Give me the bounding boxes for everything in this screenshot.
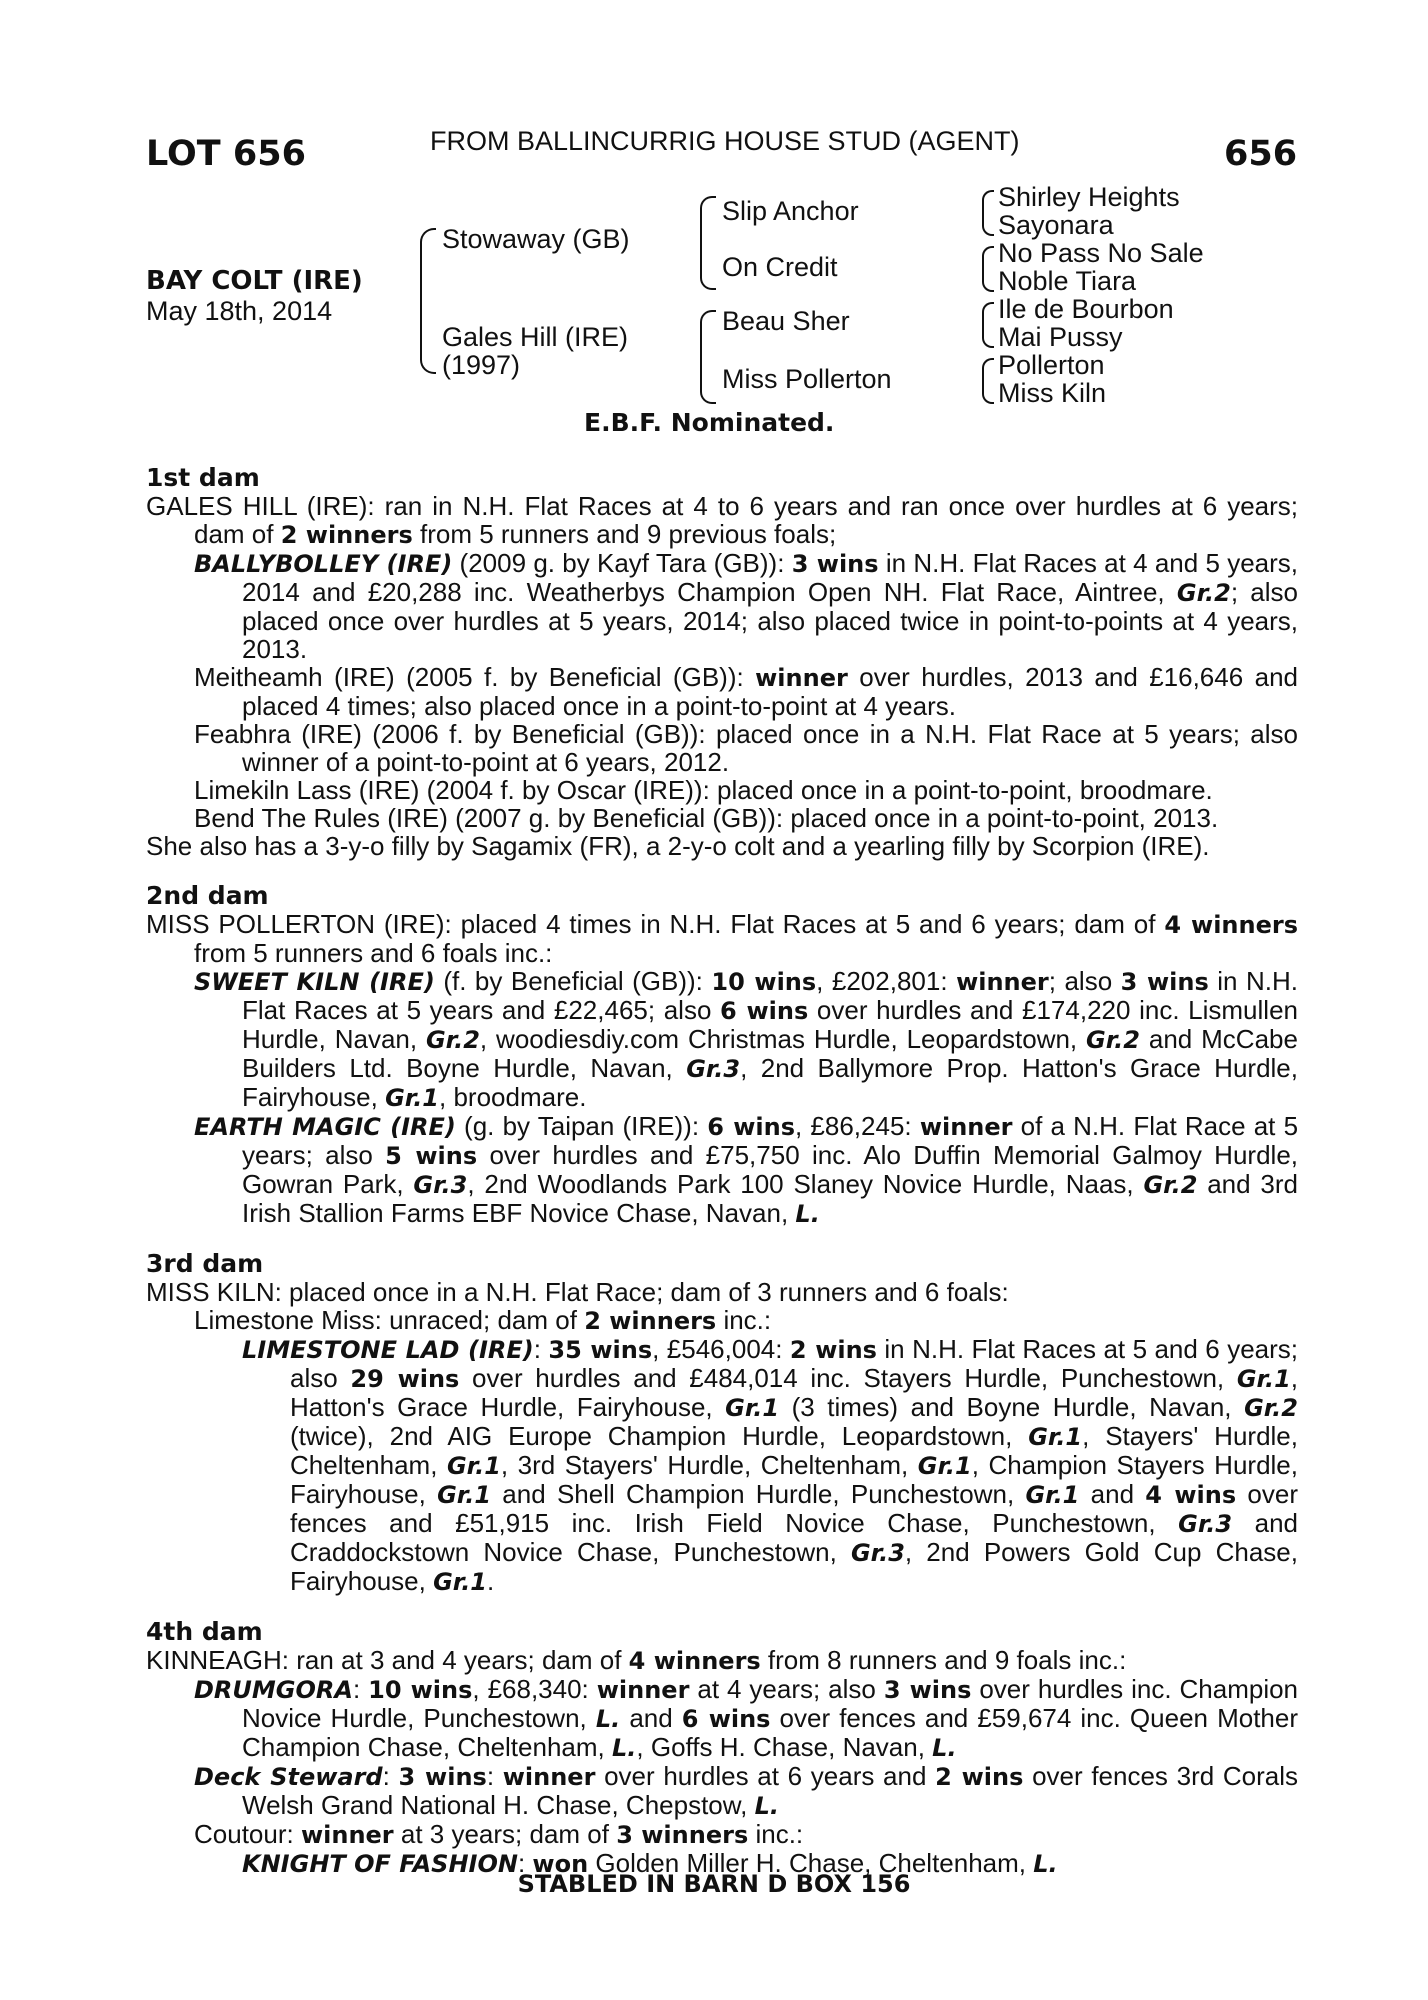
entry-text: , 2nd Woodlands Park 100 Slaney Novice Hurdle, Naas, [467,1169,1144,1199]
emphasis-text: 4 wins [1145,1481,1237,1509]
entry-text: ; also placed once over hurdles at 5 years, 2014; also placed twice in point-to-points at 4 years, 2013. [242,577,1298,664]
emphasis-text: 3 wins [791,550,879,578]
emphasis-text: 29 wins [350,1365,460,1393]
entry-text: in N.H. Flat Races at 5 and 6 years; also [290,1334,1299,1393]
entry-text: Bend The Rules (IRE) (2007 g. by Beneficial (GB)): placed once in a point-to-point, 2013. [194,803,1219,833]
entry-text: inc.: [716,1305,772,1335]
emphasis-text: 3 wins [1120,968,1209,996]
entry-text: , Stayers' Hurdle, Cheltenham, [290,1421,1298,1480]
emphasis-text: 4 winners [1164,911,1298,939]
pedigree-sire-sire: Slip Anchor [722,196,859,226]
produce-entry [146,1278,1298,1306]
pedigree-dam-year: (1997) [442,350,521,380]
produce-entry [146,1762,1298,1820]
emphasis-text: 6 wins [707,1113,796,1141]
entry-text: , 3rd Stayers' Hurdle, Cheltenham, [500,1450,918,1480]
entry-text: : [533,1334,549,1364]
entry-text: , £68,340: [472,1674,597,1704]
emphasis-text: Gr.1 [385,1084,440,1112]
entry-text: Limekiln Lass (IRE) (2004 f. by Oscar (IRE)): placed once in a point-to-point, broodmare. [194,775,1213,805]
emphasis-text: winner [300,1821,394,1849]
emphasis-text: won [532,1850,589,1878]
entry-text: at 3 years; dam of [393,1819,617,1849]
produce-entry [146,549,1298,663]
entry-text: over fences 3rd Corals Welsh Grand National H. Chase, Chepstow, [242,1761,1298,1820]
emphasis-text: Gr.3 [1178,1510,1233,1538]
emphasis-text: 2 winners [584,1307,717,1335]
emphasis-text: 6 wins [720,997,809,1025]
emphasis-text: KNIGHT OF FASHION [242,1850,518,1878]
emphasis-text: winner [755,664,848,692]
emphasis-text: Gr.3 [413,1171,468,1199]
entry-text: from 5 runners and 9 previous foals; [412,519,837,549]
entry-text: from 5 runners and 6 foals inc.: [194,938,553,968]
pedigree-dam-sire: Beau Sher [722,306,850,336]
emphasis-text: Gr.2 [1244,1394,1298,1422]
emphasis-text: Gr.2 [1086,1026,1140,1054]
emphasis-text: winner [596,1676,690,1704]
ebf-nominated: E.B.F. Nominated. [584,408,835,437]
entry-text: inc.: [748,1819,804,1849]
pedigree-ggp-3: No Pass No Sale [998,238,1204,268]
emphasis-text: Gr.1 [725,1394,780,1422]
emphasis-text: 35 wins [548,1336,653,1364]
vendor-line: FROM BALLINCURRIG HOUSE STUD (AGENT) [430,126,1020,156]
emphasis-text: Gr.1 [1025,1481,1080,1509]
entry-text: : [486,1761,503,1791]
entry-text: over hurdles inc. Champion Novice Hurdle, Punchestown, [242,1674,1299,1733]
emphasis-text: Gr.2 [425,1026,480,1054]
emphasis-text: winner [502,1763,596,1791]
pedigree-ggp-5: Ile de Bourbon [998,294,1174,324]
produce-record [146,464,1298,1878]
emphasis-text: L. [611,1734,637,1762]
entry-text: GALES HILL (IRE): ran in N.H. Flat Races at 4 to 6 years and ran once over hurdles at 6 years; dam of [146,491,1298,549]
pedigree-dam: Gales Hill (IRE) [442,322,629,352]
emphasis-text: 3 wins [883,1676,972,1704]
emphasis-text: SWEET KILN (IRE) [194,968,435,996]
entry-text: MISS KILN: placed once in a N.H. Flat Race; dam of 3 runners and 6 foals: [146,1277,1009,1307]
emphasis-text: L. [795,1200,820,1228]
dam-section [146,464,1298,860]
entry-text: (g. by Taipan (IRE)): [455,1111,708,1141]
entry-text: and [620,1703,682,1733]
pedigree-brace-gg3 [982,302,994,348]
entry-text: over hurdles and £174,220 inc. Lismullen Hurdle, Navan, [242,995,1298,1054]
produce-entry [146,832,1298,860]
entry-text: and Shell Champion Hurdle, Punchestown, [491,1479,1026,1509]
emphasis-text: L. [932,1734,957,1762]
entry-text: : [382,1761,399,1791]
emphasis-text: 2 wins [935,1763,1024,1791]
entry-text: She also has a 3-y-o filly by Sagamix (FR), a 2-y-o colt and a yearling filly by Scorpion (IRE). [146,831,1210,861]
entry-text: , £546,004: [652,1334,790,1364]
stabling-info: STABLED IN BARN D BOX 156 [517,1870,911,1898]
entry-text: at 4 years; also [689,1674,884,1704]
pedigree-brace-dam [700,310,716,404]
pedigree-ggp-4: Noble Tiara [998,266,1137,296]
entry-text: over hurdles at 6 years and [595,1761,936,1791]
emphasis-text: 3 wins [398,1763,487,1791]
produce-entry [146,492,1298,549]
produce-entry [146,910,1298,967]
emphasis-text: 4 winners [628,1647,761,1675]
produce-entry [146,1112,1298,1228]
entry-text: , £86,245: [795,1111,920,1141]
emphasis-text: 10 wins [711,968,817,996]
emphasis-text: L. [754,1792,779,1820]
entry-text: (2009 g. by Kayf Tara (GB)): [452,548,792,578]
entry-text: in N.H. Flat Races at 5 years and £22,465; also [242,966,1299,1025]
dam-section-title: 3rd dam [146,1249,264,1278]
produce-entry [146,720,1298,776]
entry-text: over hurdles, 2013 and £16,646 and placed 4 times; also placed once in a point-to-point at 4 years. [242,662,1298,721]
entry-text: over fences and £51,915 inc. Irish Field Novice Chase, Punchestown, [290,1479,1299,1538]
emphasis-text: Gr.2 [1143,1171,1198,1199]
entry-text: over hurdles and £75,750 inc. Alo Duffin Memorial Galmoy Hurdle, Gowran Park, [242,1140,1298,1199]
entry-text: Meitheamh (IRE) (2005 f. by Beneficial (GB)): [194,662,756,692]
emphasis-text: 5 wins [385,1142,478,1170]
entry-text: over fences and £59,674 inc. Queen Mother Champion Chase, Cheltenham, [242,1703,1298,1762]
emphasis-text: Gr.1 [1028,1423,1083,1451]
produce-entry [146,1306,1298,1335]
pedigree-dam-dam: Miss Pollerton [722,364,892,394]
emphasis-text: Gr.2 [1176,579,1231,607]
emphasis-text: L. [595,1705,621,1733]
entry-text: (3 times) and Boyne Hurdle, Navan, [779,1392,1245,1422]
produce-entry [146,967,1298,1112]
emphasis-text: Gr.1 [437,1481,492,1509]
lot-label: LOT 656 [146,134,306,174]
entry-text: over hurdles and £484,014 inc. Stayers Hurdle, Punchestown, [459,1363,1237,1393]
entry-text: , Champion Stayers Hurdle, Fairyhouse, [290,1450,1298,1509]
entry-text: from 8 runners and 9 foals inc.: [760,1645,1127,1675]
entry-text: MISS POLLERTON (IRE): placed 4 times in N.H. Flat Races at 5 and 6 years; dam of [146,909,1165,939]
pedigree-ggp-8: Miss Kiln [998,378,1107,408]
emphasis-text: Gr.1 [1236,1365,1291,1393]
entry-text: (twice), 2nd AIG Europe Champion Hurdle, Leopardstown, [290,1421,1029,1451]
emphasis-text: winner [956,968,1049,996]
produce-entry [146,1820,1298,1849]
pedigree-sire-dam: On Credit [722,252,838,282]
produce-entry [146,1335,1298,1596]
entry-text: and McCabe Builders Ltd. Boyne Hurdle, Navan, [242,1024,1298,1083]
pedigree-brace-gg1 [982,190,994,236]
emphasis-text: BALLYBOLLEY (IRE) [194,550,453,578]
horse-foaled: May 18th, 2014 [146,296,333,326]
emphasis-text: L. [1033,1850,1058,1878]
pedigree-brace-gg2 [982,246,994,292]
dam-section [146,1250,1298,1596]
produce-entry [146,663,1298,720]
dam-section [146,882,1298,1228]
entry-text: Coutour: [194,1819,301,1849]
produce-entry [146,1675,1298,1762]
emphasis-text: Deck Steward [194,1763,383,1791]
horse-name: BAY COLT (IRE) [146,266,363,296]
pedigree-brace-gg4 [982,358,994,404]
entry-text: , £202,801: [816,966,957,996]
produce-entry [146,1646,1298,1675]
dam-section-title: 1st dam [146,463,260,492]
emphasis-text: 3 winners [616,1821,749,1849]
entry-text: , 2nd Powers Gold Cup Chase, Fairyhouse, [290,1537,1298,1596]
emphasis-text: DRUMGORA [194,1676,353,1704]
dam-section-title: 4th dam [146,1617,263,1646]
produce-entry [146,804,1298,832]
entry-text: , Goffs H. Chase, Navan, [636,1732,933,1762]
entry-text: in N.H. Flat Races at 4 and 5 years, 2014 and £20,288 inc. Weatherbys Champion Open NH. Flat Race, Aintree, [242,548,1299,607]
pedigree-sire: Stowaway (GB) [442,224,630,254]
emphasis-text: 2 winners [280,521,413,549]
entry-text: Golden Miller H. Chase, Cheltenham, [588,1848,1034,1878]
pedigree-ggp-2: Sayonara [998,210,1114,240]
pedigree-brace-sire [700,196,716,290]
emphasis-text: Gr.1 [446,1452,501,1480]
emphasis-text: winner [919,1113,1013,1141]
emphasis-text: 6 wins [681,1705,771,1733]
entry-text: ; also [1048,966,1121,996]
entry-text: : [517,1848,533,1878]
entry-text: , woodiesdiy.com Christmas Hurdle, Leopardstown, [479,1024,1087,1054]
pedigree-brace-main [420,228,436,374]
emphasis-text: Gr.1 [917,1452,972,1480]
entry-text: Limestone Miss: unraced; dam of [194,1305,585,1335]
entry-text: and Craddockstown Novice Chase, Punchestown, [290,1508,1299,1567]
entry-text: . [487,1566,495,1596]
emphasis-text: Gr.3 [686,1055,741,1083]
entry-text: , broodmare. [439,1082,587,1112]
pedigree-ggp-7: Pollerton [998,350,1105,380]
entry-text: , 2nd Ballymore Prop. Hatton's Grace Hurdle, Fairyhouse, [242,1053,1298,1112]
emphasis-text: EARTH MAGIC (IRE) [194,1113,456,1141]
entry-text: and [1079,1479,1146,1509]
emphasis-text: Gr.3 [850,1539,905,1567]
entry-text: of a N.H. Flat Race at 5 years; also [242,1111,1299,1170]
pedigree-ggp-1: Shirley Heights [998,182,1180,212]
entry-text: Feabhra (IRE) (2006 f. by Beneficial (GB)): placed once in a N.H. Flat Race at 5 years; also winner of a point-to-point at 6 years, 2012. [194,719,1298,777]
entry-text: , Hatton's Grace Hurdle, Fairyhouse, [290,1363,1299,1422]
emphasis-text: LIMESTONE LAD (IRE) [242,1336,534,1364]
entry-text: : [352,1674,369,1704]
entry-text: (f. by Beneficial (GB)): [434,966,712,996]
entry-text: and 3rd Irish Stallion Farms EBF Novice Chase, Navan, [242,1169,1299,1228]
emphasis-text: 2 wins [789,1336,877,1364]
emphasis-text: Gr.1 [433,1568,488,1596]
entry-text: KINNEAGH: ran at 3 and 4 years; dam of [146,1645,629,1675]
produce-entry [146,776,1298,804]
emphasis-text: 10 wins [368,1676,473,1704]
dam-section-title: 2nd dam [146,881,269,910]
dam-section [146,1618,1298,1878]
lot-number: 656 [1224,134,1298,174]
pedigree-ggp-6: Mai Pussy [998,322,1123,352]
